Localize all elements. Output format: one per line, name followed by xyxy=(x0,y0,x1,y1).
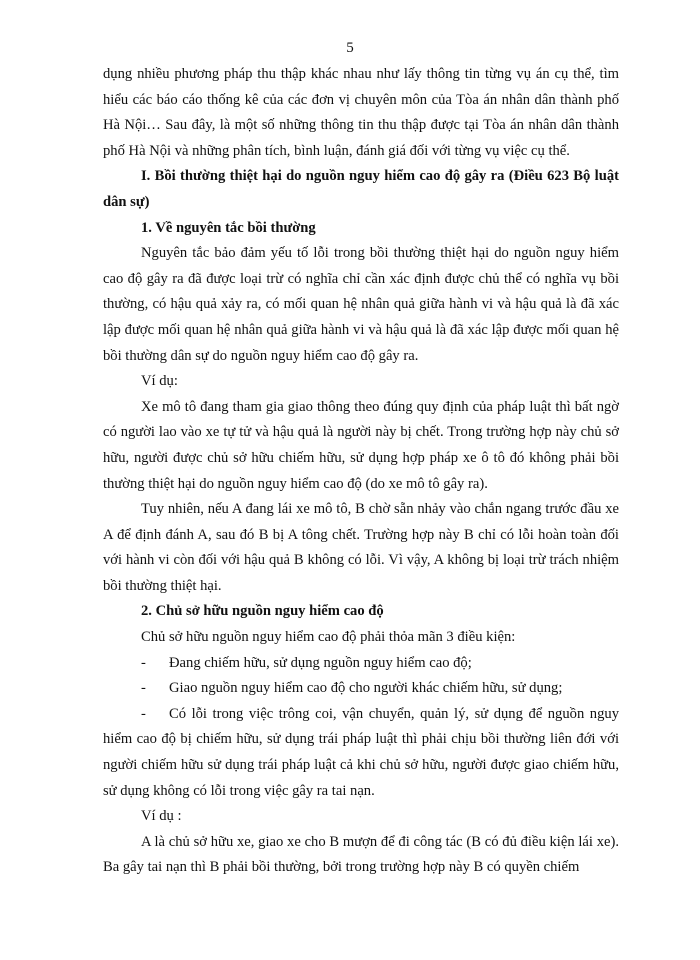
page-number: 5 xyxy=(346,40,354,56)
paragraph-example-3: A là chủ sở hữu xe, giao xe cho B mượn để đi công tác (B có đủ điều kiện lái xe). Ba gây tai nạn thì B phải bồi thường, bởi trong trường hợp này B có quyền chiếm xyxy=(103,833,619,876)
list-item-1 xyxy=(103,651,619,677)
list-item-text: Giao nguồn nguy hiểm cao độ cho người khác chiếm hữu, sử dụng; xyxy=(169,680,563,697)
list-item-3 xyxy=(103,702,619,804)
list-item-text: Có lỗi trong việc trông coi, vận chuyển, quản lý, sử dụng để nguồn nguy hiểm cao độ bị chiếm hữu, sử dụng trái pháp luật thì phải chịu bồi thường liên đới với người chiếm hữu sử dụng trái pháp luật cả khi chủ sở hữu, người được giao chiếm hữu, sử dụng không có lỗi trong việc gây ra tai nạn. xyxy=(103,705,619,799)
subsection-heading-1: 1. Về nguyên tắc bồi thường xyxy=(141,219,316,236)
section-heading-1: I. Bồi thường thiệt hại do nguồn nguy hiểm cao độ gây ra (Điều 623 Bộ luật dân sự) xyxy=(103,168,619,210)
example-label-1: Ví dụ: xyxy=(141,373,178,390)
paragraph-example-1: Xe mô tô đang tham gia giao thông theo đúng quy định của pháp luật thì bất ngờ có người lao vào xe tự tử và hậu quả là người này bị chết. Trong trường hợp này chủ sở hữu, người được chủ sở hữu chiếm hữu, sử dụng hợp pháp xe ô tô đó không phải bồi thường thiệt hại do nguồn nguy hiểm cao độ (do xe mô tô gây ra). xyxy=(103,398,619,492)
paragraph-intro: dụng nhiều phương pháp thu thập khác nhau như lấy thông tin từng vụ án cụ thể, tìm hiểu các báo cáo thống kê của các đơn vị chuyên môn của Tòa án nhân dân thành phố Hà Nội… Sau đây, là một số những thông tin thu thập được tại Tòa án nhân dân thành phố Hà Nội và những phân tích, bình luận, đánh giá đối với từng vụ việc cụ thể. xyxy=(103,66,619,159)
example-label-2: Ví dụ : xyxy=(141,808,182,825)
paragraph-example-2: Tuy nhiên, nếu A đang lái xe mô tô, B chờ sẵn nhảy vào chắn ngang trước đầu xe A để định đánh A, sau đó B bị A tông chết. Trường hợp này B chỉ có lỗi hoàn toàn đối với hành vi còn đối với hậu quả B không có lỗi. Vì vậy, A không bị loại trừ trách nhiệm bồi thường thiệt hại. xyxy=(103,501,619,594)
list-item-text: Đang chiếm hữu, sử dụng nguồn nguy hiểm cao độ; xyxy=(169,654,472,671)
list-dash: - xyxy=(141,654,146,671)
document-body xyxy=(103,62,619,881)
list-dash: - xyxy=(141,705,146,722)
list-item-2 xyxy=(103,676,619,702)
subsection-heading-2: 2. Chủ sở hữu nguồn nguy hiểm cao độ xyxy=(141,603,384,620)
paragraph-principle: Nguyên tắc bảo đảm yếu tố lỗi trong bồi thường thiệt hại do nguồn nguy hiểm cao độ gây ra đã được loại trừ có nghĩa chỉ cần xác định được chủ thể có nghĩa vụ bồi thường, có hậu quả xảy ra, có mối quan hệ nhân quả giữa hành vi và hậu quả là đã xác lập được mối quan hệ nhân quả giữa hành vi và hậu quả là đã xác lập được mối quan hệ bồi thường dân sự do nguồn nguy hiểm cao độ gây ra. xyxy=(103,245,619,364)
list-dash: - xyxy=(141,680,146,697)
paragraph-conditions: Chủ sở hữu nguồn nguy hiểm cao độ phải thỏa mãn 3 điều kiện: xyxy=(141,629,516,646)
